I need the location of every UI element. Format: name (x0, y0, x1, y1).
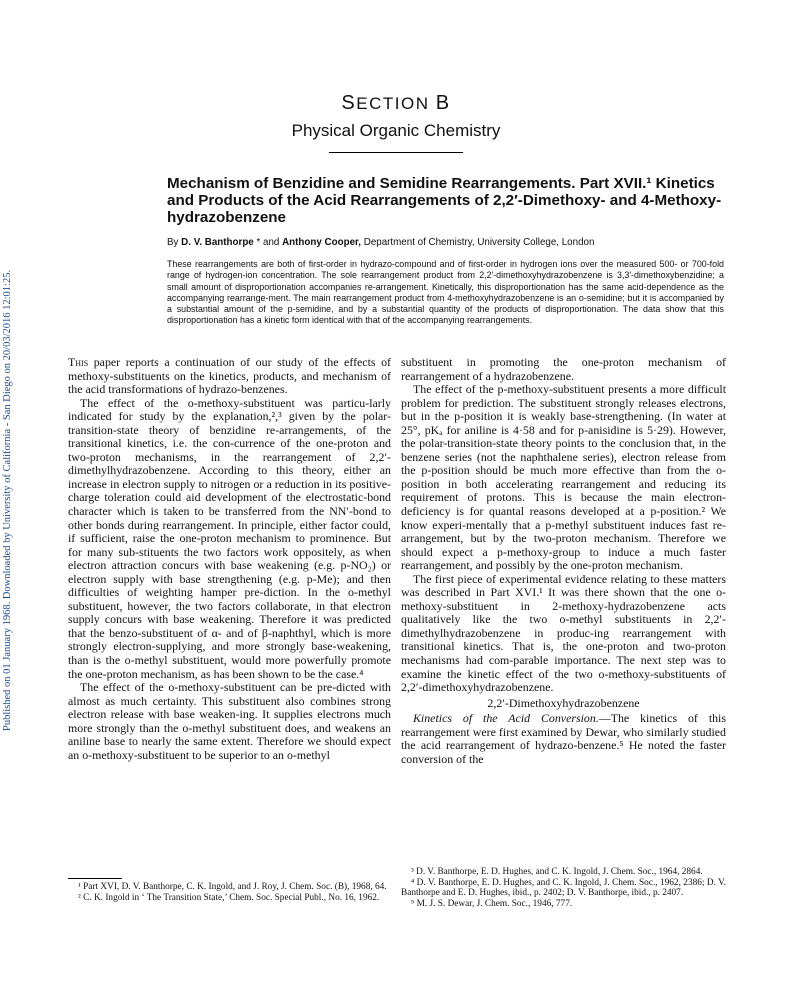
paragraph: The first piece of experimental evidence relating to these matters was described in Part XVI.¹ It was there shown that the one o-methoxy-substituent in 2-methoxy-hydrazobenzene acts qualitatively like the two o-methyl substituents in 2,2′-dimethylhydrazobenzene in produc-ing rearrangement with transitional kinetics. That is, the one-proton and two-proton mechanisms had com-parable importance. The next step was to examine the kinetic effect of the two o-methoxy-substituents of 2,2′-dimethoxyhydrazobenzene. (401, 571, 726, 695)
paragraph: The effect of the o-methoxy-substituent can be pre-dicted with almost as much certainty. This substituent also combines strong electron release with base weaken-ing. It supplies electrons much more strongly than the o-methyl substituent does, and weakens an aniline base to nearly the same extent. Therefore we should expect an o-methoxy-substituent to be superior to an o-methyl (68, 680, 391, 762)
body-column-right (401, 356, 726, 766)
footnote: ⁴ D. V. Banthorpe, E. D. Hughes, and C. K. Ingold, J. Chem. Soc., 1962, 2386; D. V. Banthorpe and E. D. Hughes, ibid., p. 2402; D. V. Banthorpe, ibid., p. 2407. (401, 877, 726, 899)
footnote: ³ D. V. Banthorpe, E. D. Hughes, and C. K. Ingold, J. Chem. Soc., 1964, 2864. (411, 867, 703, 877)
article-title: Mechanism of Benzidine and Semidine Rearrangements. Part XVII.¹ Kinetics and Products of the Acid Rearrangements of 2,2′-Dimethoxy- and 4-Methoxy-hydrazobenzene (167, 175, 722, 226)
section-header (0, 92, 792, 141)
footnotes-left (68, 882, 391, 903)
header-rule (329, 152, 463, 153)
footnotes-right (401, 867, 726, 909)
paragraph: This paper reports a continuation of our study of the effects of methoxy-substituents on the kinetics, products, and mechanism of the acid transformations of hydrazo-benzenes. (68, 355, 391, 397)
paragraph: The effect of the o-methoxy-substituent was particu-larly indicated for study by the explanation,²,³ given by the polar-transition-state theory of benzidine re-arrangements, of the transitional kinetics, i.e. the con-currence of the one-proton and two-proton mechanisms, in the rearrangement of 2,2′-dimethylhydrazobenzene. According to this theory, either an increase in electron supply to nitrogen or a reduction in its positive-charge toleration could aid development of the electrostatic-bond character which is taken to be transferred from the NN′-bond to other bonds during rearrangement. In principle, either factor could, if sufficient, raise the one-proton mechanism to prominence. But for many sub-stituents the two factors work oppositely, as when electron attraction concurs with base weakening (e.g. p-NO₂) or electron supply with base strengthening (e.g. p-Me); and then difficulties of weighting hamper pre-diction. In the o-methyl substituent, however, the two factors collaborate, in that electron supply concurs with base weakening. Therefore it was predicted that the benzo-substituent of α- and of β-naphthyl, which is more strongly electron-supplying, and more strongly base-weakening, than is the o-methyl substituent, would more powerfully promote the one-proton mechanism, as has been shown to be the case.⁴ (68, 395, 391, 681)
subsection-heading: 2,2′-Dimethoxyhydrazobenzene (487, 695, 640, 710)
footnote-rule (68, 878, 122, 879)
paragraph: The effect of the p-methoxy-substituent presents a more difficult problem for prediction. The substituent strongly releases electrons, but in the p-position it is weakly base-strengthening. (In water at 25°, pKₐ for aniline is 4·58 and for p-anisidine is 5·29). However, the polar-transition-state theory points to the conclusion that, in the benzene series (not the naphthalene series), electron release from the p-position should be much more effective than from the o-position in both accelerating rearrangement and reducing its requirement of protons. This is because the main electron-deficiency is for quantal reasons developed at a p-position.² We know experi-mentally that a p-methyl substituent induces fast re-arrangement, but by the two-proton mechanism. Therefore we should expect a p-methoxy-group to induce a much faster rearrangement, and possibly by the one-proton mechanism. (401, 382, 726, 573)
footnote: ⁵ M. J. S. Dewar, J. Chem. Soc., 1946, 777. (411, 898, 573, 909)
section-label: SECTION B (341, 92, 451, 114)
paragraph: substituent in promoting the one-proton mechanism of rearrangement of a hydrazobenzene. (401, 355, 726, 383)
footnote: ² C. K. Ingold in ‘ The Transition State,’ Chem. Soc. Special Publ., No. 16, 1962. (78, 892, 380, 903)
abstract: These rearrangements are both of first-order in hydrazo-compound and of first-order in hydrogen ions over the measured 500- or 700-fold range of hydrogen-ion concentration. The sole rearrangement product from 2,2′-dimethoxyhydrazobenzene is 3,3′-dimethoxybenzidine; a small amount of disproportionation accompanies re-arrangement. Kinetically, this disproportionation has the same acid-dependence as the accompanying rearrange-ment. The main rearrangement product from 4-methoxyhydrazobenzene is an o-semidine; but it is accompanied by a substantial amount of the p-semidine, and by a substantial quantity of the products of disproportionation. The data show that this disproportionation has a kinetic form identical with that of the accompanying rearrangements. (167, 259, 724, 326)
section-subtitle: Physical Organic Chemistry (291, 121, 501, 140)
footnote: ¹ Part XVI, D. V. Banthorpe, C. K. Ingold, and J. Roy, J. Chem. Soc. (B), 1968, 64. (78, 882, 387, 892)
paragraph: Kinetics of the Acid Conversion.—The kinetics of this rearrangement were first examined by Dewar, who similarly studied the acid rearrangement of hydrazo-benzene.⁵ He noted the faster conversion of the (401, 711, 726, 766)
author-line: By D. V. Banthorpe * and Anthony Cooper, Department of Chemistry, University College, London (167, 237, 595, 248)
body-column-left (68, 356, 391, 762)
download-watermark: Published on 01 January 1968. Downloaded by University of California - San Diego on 20/03/2016 12:01:25. (2, 269, 13, 731)
